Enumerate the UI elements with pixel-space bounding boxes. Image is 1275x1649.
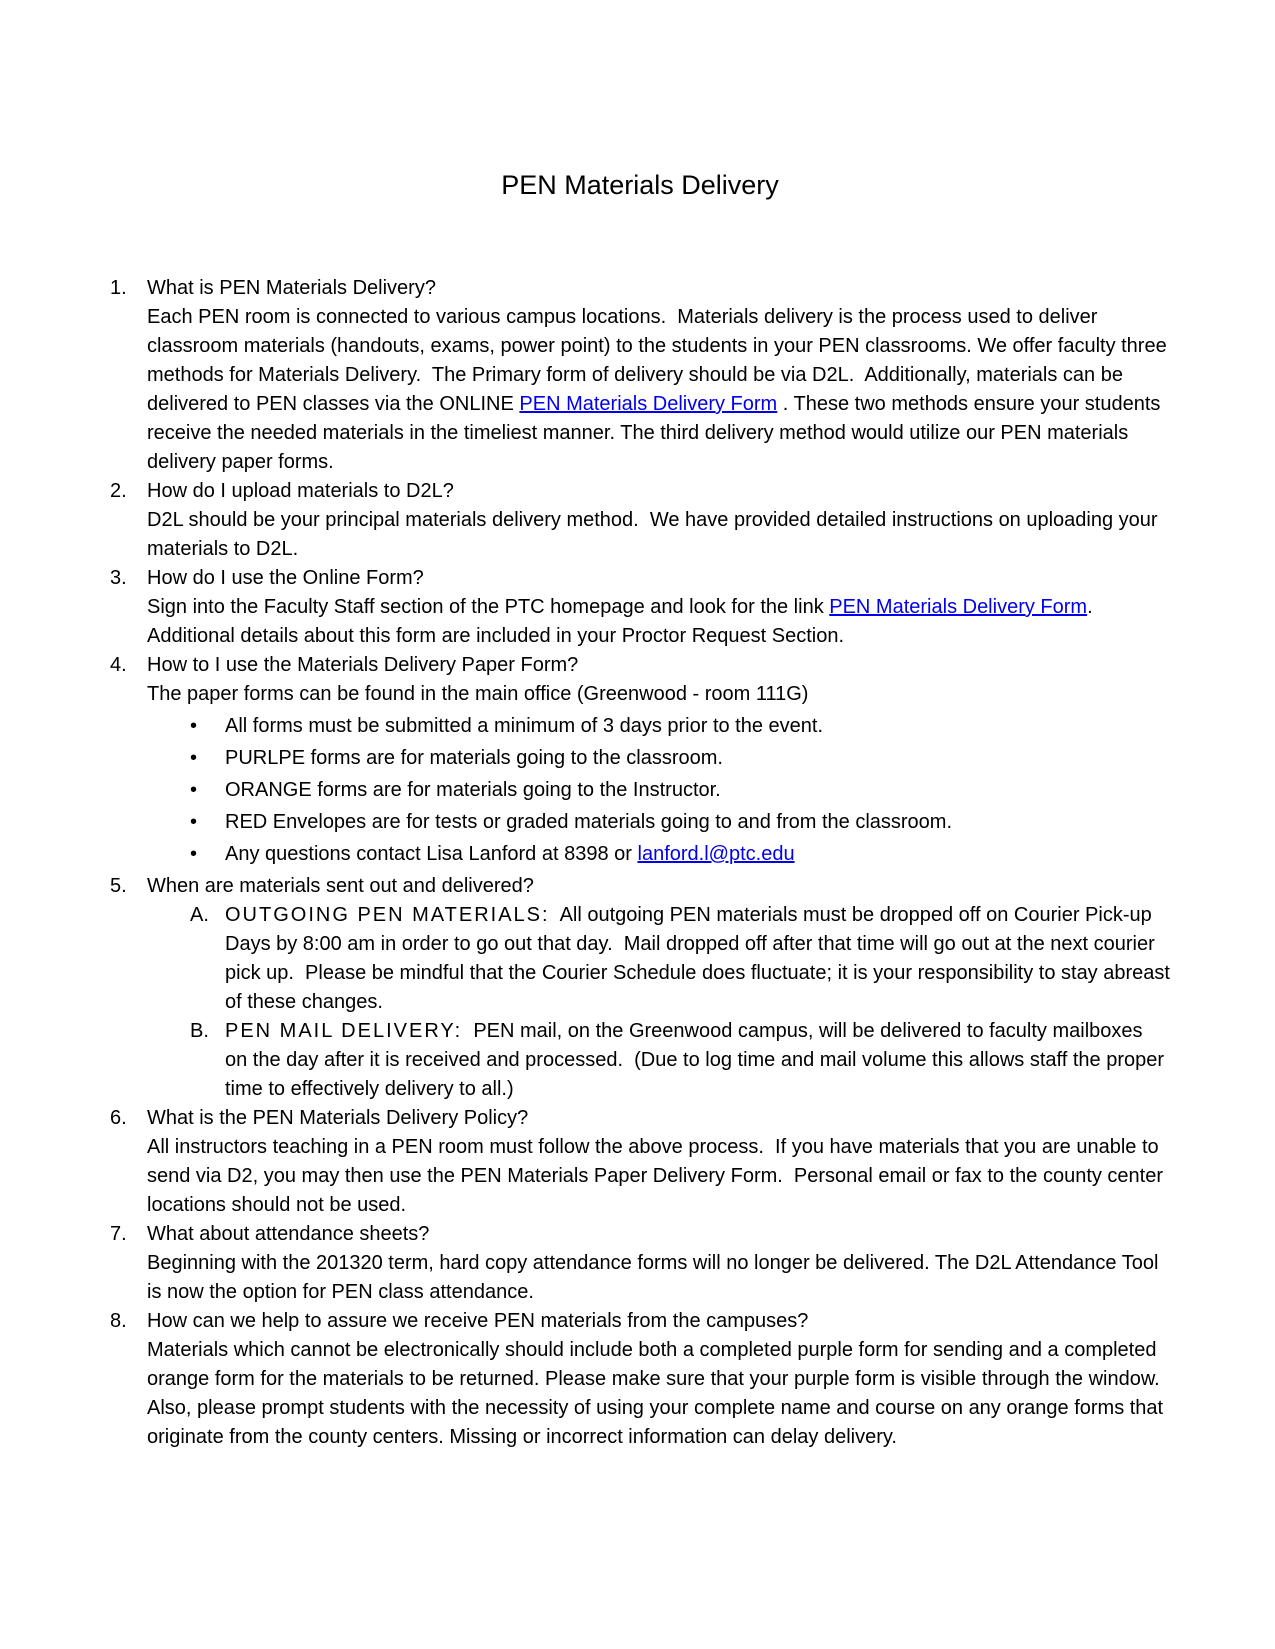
sub-item-b-text	[225, 1017, 1170, 1104]
bullet-1-text: All forms must be submitted a minimum of 3 days prior to the event.	[225, 715, 824, 737]
item-3-content	[147, 564, 1170, 651]
item-6-content	[147, 1104, 1170, 1220]
sub-item-a-heading: OUTGOING PEN MATERIALS:	[225, 904, 550, 926]
item-3-paragraph	[147, 593, 1170, 651]
sub-item-b	[147, 1017, 1170, 1104]
bullet-icon: •	[190, 747, 198, 769]
item-3-text-post: . Additional details about this form are included in your Proctor Request Section.	[147, 596, 1098, 647]
sub-item-a	[147, 901, 1176, 1017]
list-item-4	[110, 651, 1170, 872]
item-6-question: What is the PEN Materials Delivery Policy?	[147, 1107, 529, 1129]
item-8-text: Materials which cannot be electronically should include both a completed purple form for sending and a completed orange form for the materials to be returned. Please make sure that your purple form is visible through the window. Also, please prompt students with the necessity of using your complete name and course on any orange forms that originate from the county centers. Missing or incorrect information can delay delivery.	[147, 1339, 1169, 1448]
sub-item-b-letter: B.	[190, 1020, 209, 1042]
item-6-paragraph	[147, 1133, 1170, 1220]
bullet-icon: •	[190, 715, 198, 737]
item-7-text: Beginning with the 201320 term, hard copy attendance forms will no longer be delivered. The D2L Attendance Tool is now the option for PEN class attendance.	[147, 1252, 1164, 1303]
item-5-question: When are materials sent out and delivered?	[147, 875, 534, 897]
item-2-text: D2L should be your principal materials delivery method. We have provided detailed instructions on uploading your materials to D2L.	[147, 509, 1164, 560]
sub-item-b-heading: PEN MAIL DELIVERY:	[225, 1020, 463, 1042]
item-8-question: How can we help to assure we receive PEN materials from the campuses?	[147, 1310, 809, 1332]
item-4-question: How to I use the Materials Delivery Paper Form?	[147, 654, 579, 676]
lanford-email-link[interactable]: lanford.l@ptc.edu	[637, 843, 795, 865]
item-2-content	[147, 477, 1170, 564]
sub-item-a-text	[225, 901, 1176, 1017]
item-7-number: 7.	[110, 1223, 127, 1245]
item-1-number: 1.	[110, 277, 127, 299]
bullet-item-5	[147, 840, 1170, 869]
bullet-3-text: ORANGE forms are for materials going to the Instructor.	[225, 779, 721, 801]
list-item-1	[110, 274, 1173, 477]
list-item-7	[110, 1220, 1170, 1307]
document-title: PEN Materials Delivery	[501, 170, 779, 200]
item-1-text-post: . These two methods ensure your students receive the needed materials in the timeliest manner. The third delivery method would utilize our PEN materials delivery paper forms.	[147, 393, 1166, 473]
bullet-item-1	[147, 712, 1170, 741]
item-2-question: How do I upload materials to D2L?	[147, 480, 454, 502]
bullet-item-4	[147, 808, 1170, 837]
list-item-8	[110, 1307, 1170, 1452]
item-8-paragraph	[147, 1336, 1170, 1452]
item-1-content	[147, 274, 1173, 477]
sub-item-a-body: All outgoing PEN materials must be dropped off on Courier Pick-up Days by 8:00 am in order to go out that day. Mail dropped off after that time will go out at the next courier pick up. Please be mindful that the Courier Schedule does fluctuate; it is your responsibility to stay abreast of these changes.	[225, 904, 1176, 1013]
list-item-5	[110, 872, 1176, 1104]
bullet-item-3	[147, 776, 1170, 805]
item-2-paragraph	[147, 506, 1170, 564]
bullet-2-text: PURLPE forms are for materials going to the classroom.	[225, 747, 723, 769]
item-1-question: What is PEN Materials Delivery?	[147, 277, 436, 299]
item-8-content	[147, 1307, 1170, 1452]
item-6-number: 6.	[110, 1107, 127, 1129]
item-7-paragraph	[147, 1249, 1170, 1307]
sub-item-b-body: PEN mail, on the Greenwood campus, will be delivered to faculty mailboxes on the day after it is received and processed. (Due to log time and mail volume this allows staff the proper time to effectively delivery to all.)	[225, 1020, 1170, 1100]
bullet-item-2	[147, 744, 1170, 773]
item-4-number: 4.	[110, 654, 127, 676]
item-1-text-pre: Each PEN room is connected to various campus locations. Materials delivery is the process used to deliver classroom materials (handouts, exams, power point) to the students in your PEN classrooms. We offer faculty three methods for Materials Delivery. The Primary form of delivery should be via D2L. Additionally, materials can be delivered to PEN classes via the ONLINE	[147, 306, 1173, 415]
item-8-number: 8.	[110, 1310, 127, 1332]
bullet-5-text	[225, 840, 1170, 869]
item-4-paragraph	[147, 680, 1170, 709]
item-7-question: What about attendance sheets?	[147, 1223, 430, 1245]
pen-materials-delivery-form-link-1[interactable]: PEN Materials Delivery Form	[519, 393, 778, 415]
bullet-icon: •	[190, 811, 198, 833]
bullet-icon: •	[190, 779, 198, 801]
pen-materials-delivery-form-link-2[interactable]: PEN Materials Delivery Form	[829, 596, 1088, 618]
sub-item-a-letter: A.	[190, 904, 209, 926]
bullet-5-text-pre: Any questions contact Lisa Lanford at 8398 or	[225, 843, 638, 865]
list-item-3	[110, 564, 1170, 651]
bullet-icon: •	[190, 843, 198, 865]
item-4-content	[147, 651, 1170, 872]
item-6-text: All instructors teaching in a PEN room must follow the above process. If you have materials that you are unable to send via D2, you may then use the PEN Materials Paper Delivery Form. Personal email or fax to the county center locations should not be used.	[147, 1136, 1169, 1216]
item-5-number: 5.	[110, 875, 127, 897]
bullet-4-text: RED Envelopes are for tests or graded materials going to and from the classroom.	[225, 811, 953, 833]
item-3-question: How do I use the Online Form?	[147, 567, 424, 589]
numbered-list	[110, 274, 1176, 1452]
item-7-content	[147, 1220, 1170, 1307]
item-1-paragraph	[147, 303, 1173, 477]
item-2-number: 2.	[110, 480, 127, 502]
list-item-2	[110, 477, 1170, 564]
item-4-text: The paper forms can be found in the main office (Greenwood - room 111G)	[147, 683, 809, 705]
list-item-6	[110, 1104, 1170, 1220]
item-3-text-pre: Sign into the Faculty Staff section of the PTC homepage and look for the link	[147, 596, 830, 618]
item-3-number: 3.	[110, 567, 127, 589]
item-5-content	[147, 872, 1176, 1104]
